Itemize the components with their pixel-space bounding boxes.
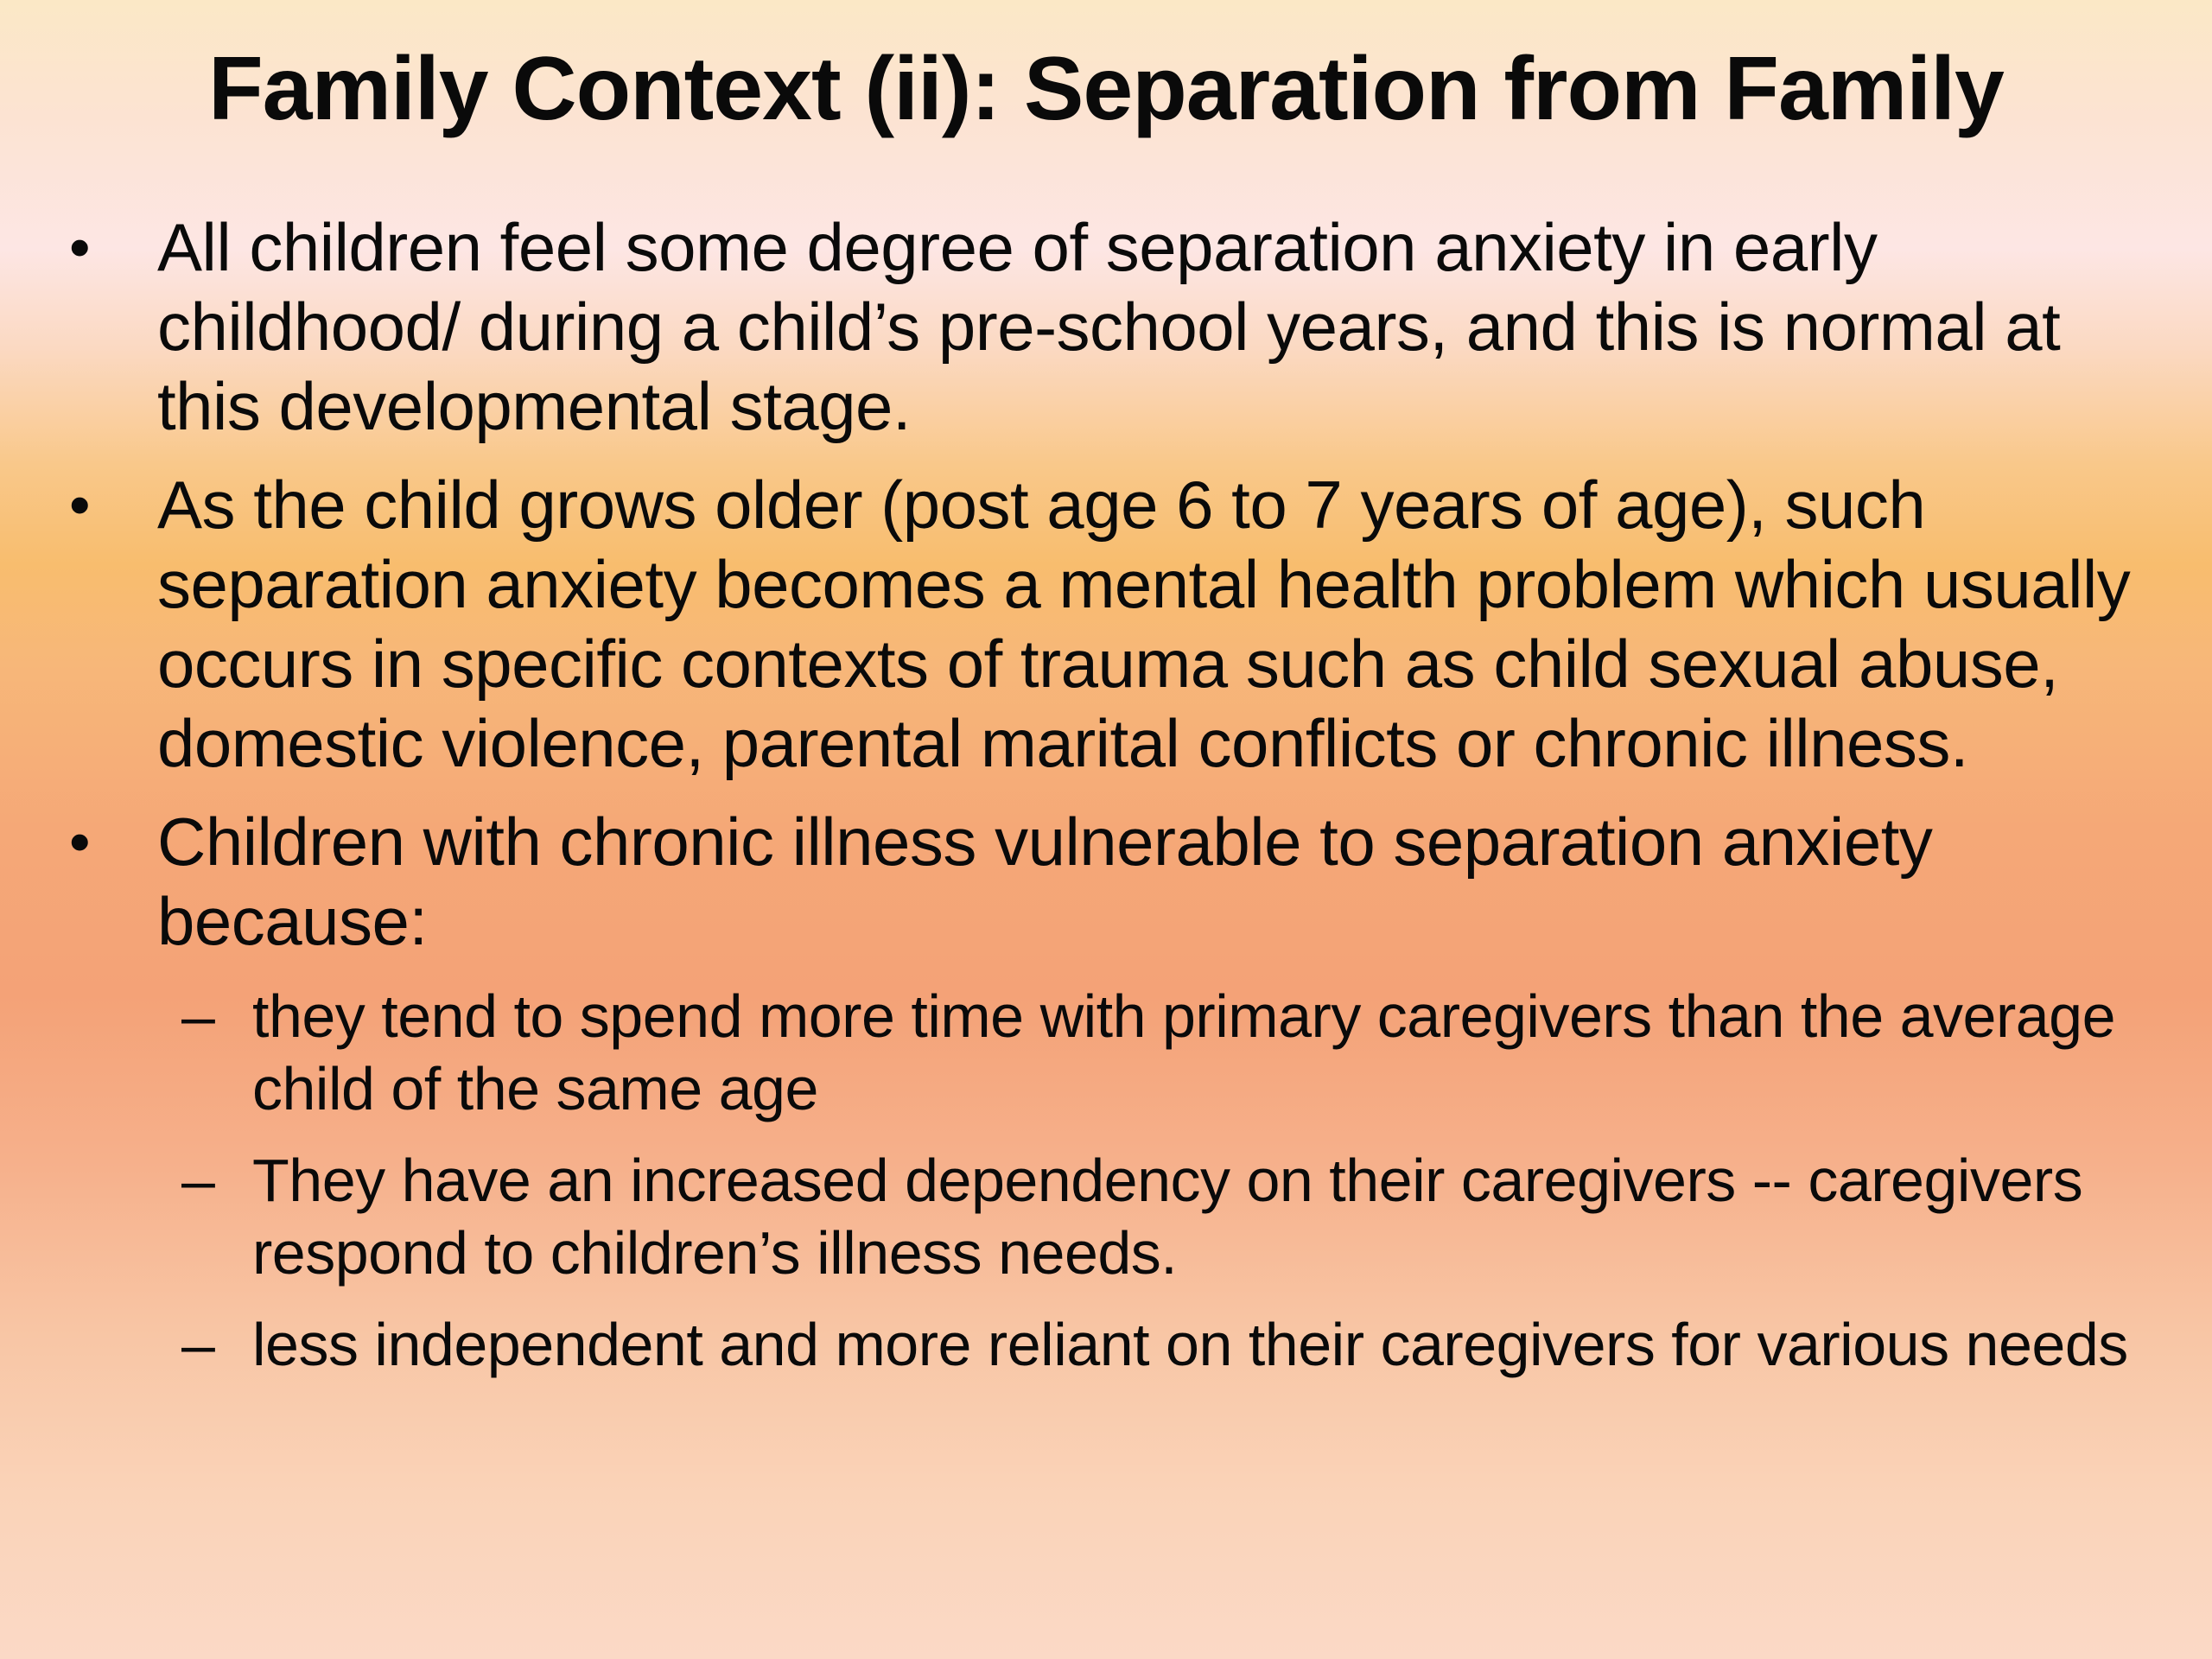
bullet-text: All children feel some degree of separation anxiety in early childhood/ during a child’s pre-school years, and this is normal at this developmental stage. [157,209,2061,444]
bullet-item-3 [69,802,2143,961]
sub-bullet-item-2 [69,1144,2143,1289]
sub-bullet-marker: – [181,1311,215,1378]
sub-bullet-marker: – [181,982,215,1050]
bullet-item-2 [69,465,2143,783]
sub-bullet-marker: – [181,1147,215,1214]
sub-bullet-text: they tend to spend more time with primary caregivers than the average child of the same age [252,982,2116,1122]
bullet-marker: • [69,213,91,281]
sub-bullet-text: They have an increased dependency on their caregivers -- caregivers respond to children’s illness needs. [252,1147,2083,1287]
bullet-marker: • [69,808,91,875]
sub-bullet-text: less independent and more reliant on their caregivers for various needs [252,1311,2128,1378]
sub-bullet-item-1 [69,980,2143,1125]
slide-content [69,207,2143,1400]
bullet-text: As the child grows older (post age 6 to 7 years of age), such separation anxiety becomes a mental health problem which usually occurs in specific contexts of trauma such as child sexual abuse, domestic violence, parental marital conflicts or chronic illness. [157,467,2131,781]
sub-bullet-item-3 [69,1308,2143,1381]
slide-title: Family Context (ii): Separation from Family [208,39,2004,139]
bullet-item-1 [69,207,2143,446]
bullet-text: Children with chronic illness vulnerable to separation anxiety because: [157,804,1933,959]
bullet-marker: • [69,471,91,538]
